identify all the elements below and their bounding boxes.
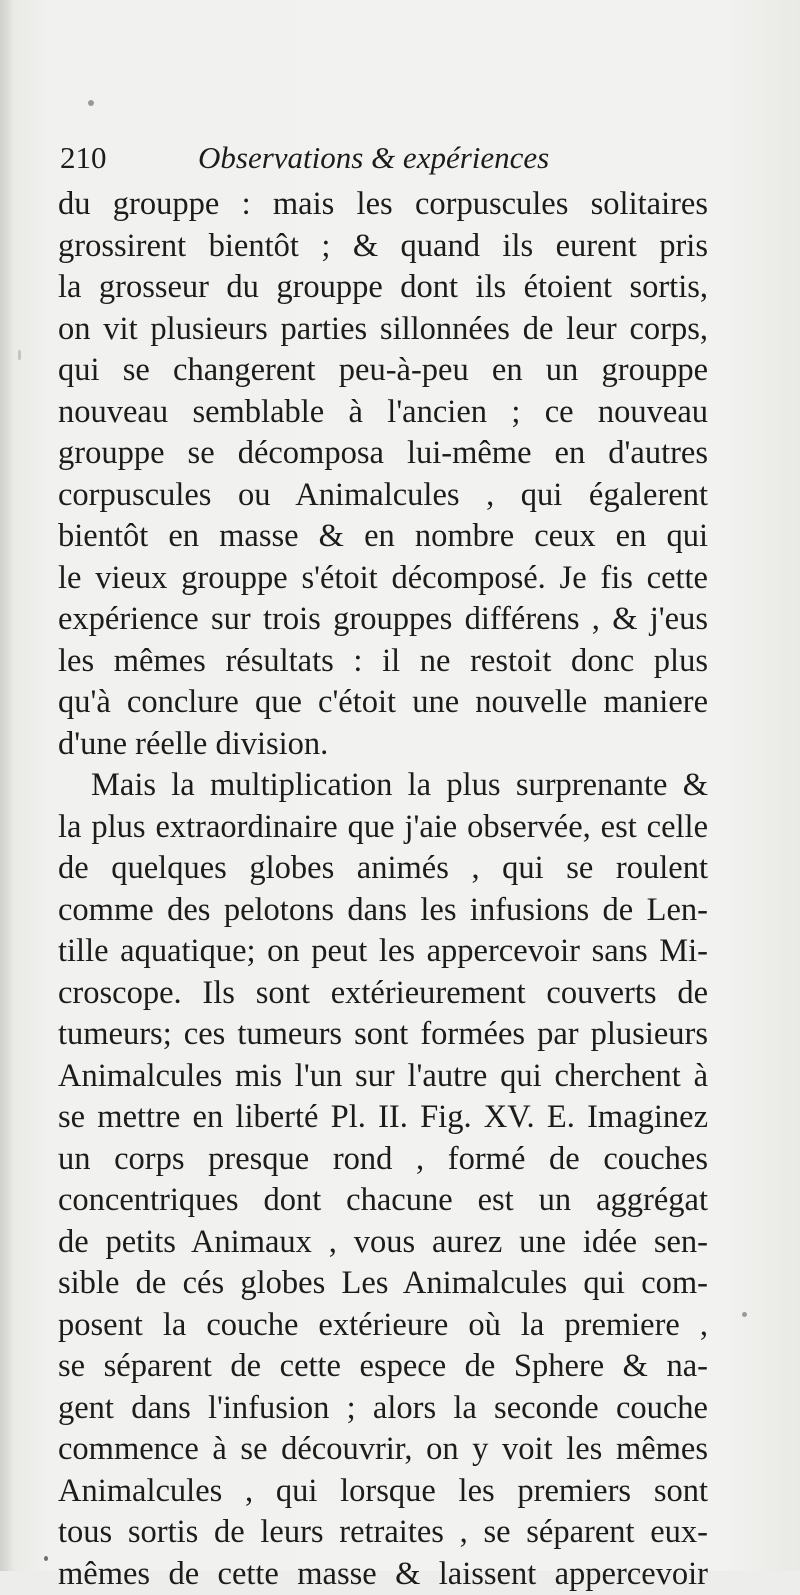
page-header [60, 138, 760, 178]
text-line: Animalcules mis l'un sur l'autre qui cherchent à [58, 1056, 708, 1098]
page-number: 210 [60, 138, 107, 178]
text-line: les mêmes résultats : il ne restoit donc plus [58, 641, 708, 683]
text-line: qui se changerent peu-à-peu en un grouppe [58, 350, 708, 392]
text-line: tille aquatique; on peut les appercevoir sans Mi- [58, 931, 708, 973]
paper-speck [88, 100, 94, 106]
text-line: de petits Animaux , vous aurez une idée sen- [58, 1222, 708, 1264]
text-line: tumeurs; ces tumeurs sont formées par plusieurs [58, 1014, 708, 1056]
text-line: Animalcules , qui lorsque les premiers sont [58, 1471, 708, 1513]
text-line: sible de cés globes Les Animalcules qui com- [58, 1263, 708, 1305]
body-text [58, 184, 708, 1595]
text-line: comme des pelotons dans les infusions de Len- [58, 890, 708, 932]
paragraph-end-line: d'une réelle division. [58, 724, 708, 766]
text-line: nouveau semblable à l'ancien ; ce nouveau [58, 392, 708, 434]
text-line: se mettre en liberté Pl. II. Fig. XV. E. Imaginez [58, 1097, 708, 1139]
text-line: tous sortis de leurs retraites , se séparent eux- [58, 1512, 708, 1554]
text-line: la plus extraordinaire que j'aie observée, est celle [58, 807, 708, 849]
text-line: concentriques dont chacune est un aggrégat [58, 1180, 708, 1222]
text-line: bientôt en masse & en nombre ceux en qui [58, 516, 708, 558]
text-line: on vit plusieurs parties sillonnées de leur corps, [58, 309, 708, 351]
text-line: de quelques globes animés , qui se roulent [58, 848, 708, 890]
text-line: qu'à conclure que c'étoit une nouvelle maniere [58, 682, 708, 724]
text-line: corpuscules ou Animalcules , qui égalerent [58, 475, 708, 517]
text-line: se séparent de cette espece de Sphere & na- [58, 1346, 708, 1388]
paper-speck [18, 350, 21, 360]
text-line: posent la couche extérieure où la premiere , [58, 1305, 708, 1347]
paper-speck [44, 1556, 48, 1561]
running-title: Observations & expériences [198, 138, 549, 178]
paragraph-start-line: Mais la multiplication la plus surprenante & [58, 765, 708, 807]
text-line: un corps presque rond , formé de couches [58, 1139, 708, 1181]
text-line: grossirent bientôt ; & quand ils eurent pris [58, 226, 708, 268]
text-line: grouppe se décomposa lui-même en d'autres [58, 433, 708, 475]
text-line: croscope. Ils sont extérieurement couverts de [58, 973, 708, 1015]
text-line: expérience sur trois grouppes différens , & j'eus [58, 599, 708, 641]
page-gutter-shadow [0, 0, 14, 1571]
paper-speck [742, 1312, 747, 1317]
text-line: le vieux grouppe s'étoit décomposé. Je fis cette [58, 558, 708, 600]
text-line: du grouppe : mais les corpuscules solitaires [58, 184, 708, 226]
text-line: gent dans l'infusion ; alors la seconde couche [58, 1388, 708, 1430]
text-line: commence à se découvrir, on y voit les mêmes [58, 1429, 708, 1471]
text-line: la grosseur du grouppe dont ils étoient sortis, [58, 267, 708, 309]
text-line: mêmes de cette masse & laissent appercevoir [58, 1554, 708, 1595]
